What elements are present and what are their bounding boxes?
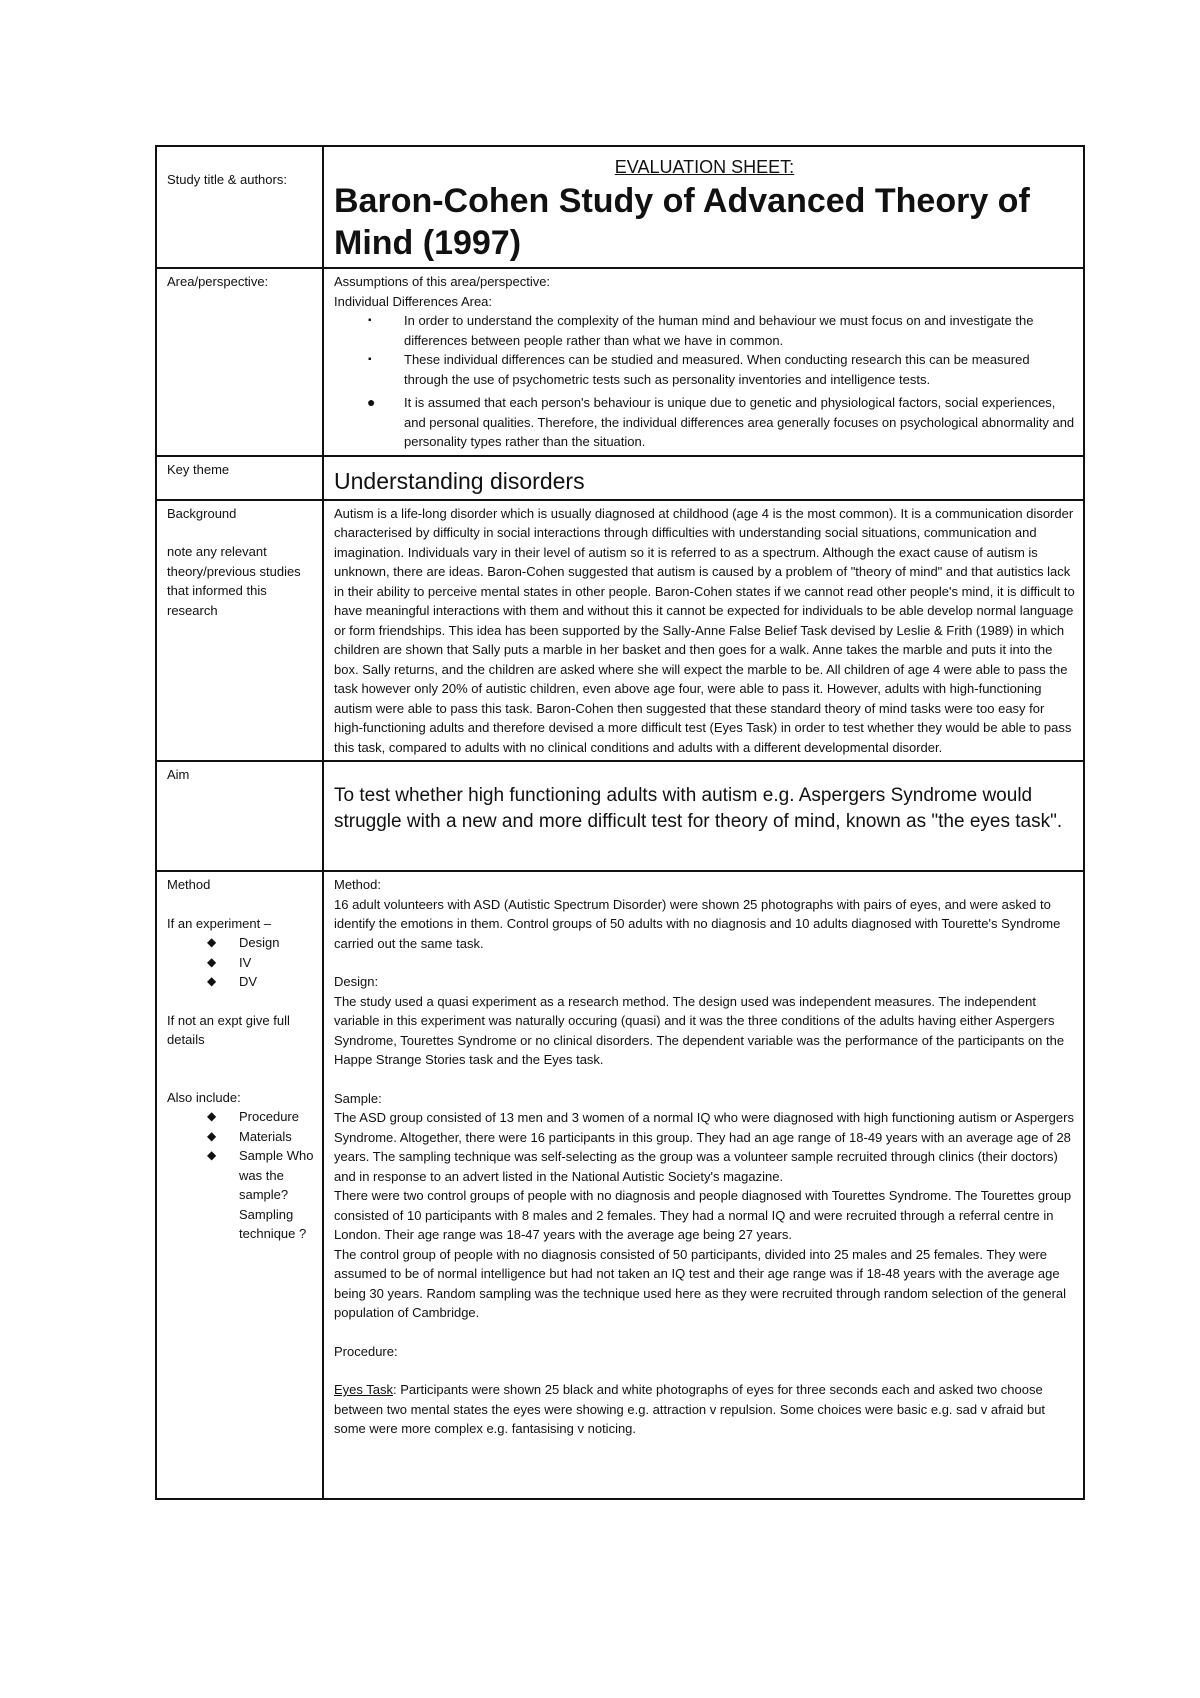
sample-heading: Sample:	[334, 1090, 382, 1106]
also-include-label: Also include:	[167, 1089, 241, 1105]
dot-bullet-icon: ●	[367, 394, 376, 410]
bullet-text: These individual differences can be studied and measured. When conducting research this can be measured through the use of psychometric tests such as personality inventories and intelligence tests.	[404, 352, 1030, 387]
item-text: Design	[239, 935, 280, 950]
key-theme-cell	[323, 456, 1084, 500]
label-background	[156, 500, 323, 762]
area-bullet-list	[334, 311, 1075, 389]
evaluation-sheet-heading: EVALUATION SHEET:	[614, 157, 795, 177]
row-background	[156, 500, 1084, 762]
list-item	[207, 1127, 314, 1147]
list-item	[207, 972, 314, 992]
title-cell	[323, 146, 1084, 268]
list-item	[207, 953, 314, 973]
key-theme-value: Understanding disorders	[334, 467, 585, 494]
method-text: 16 adult volunteers with ASD (Autistic Spectrum Disorder) were shown 25 photographs with pairs of eyes, and were asked to identify the emotions in them. Control groups of 50 adults with no diagnosis and 10 adults diagnosed with Tourette's Syndrome carried out the same task.	[334, 896, 1061, 951]
diamond-bullet-icon: ◆	[207, 954, 217, 969]
row-aim	[156, 761, 1084, 871]
label-method	[156, 871, 323, 1499]
item-text: Procedure	[239, 1109, 299, 1124]
row-study-title	[156, 146, 1084, 268]
background-label: Background	[167, 505, 237, 521]
experiment-items	[167, 933, 314, 992]
aim-text: To test whether high functioning adults with autism e.g. Aspergers Syndrome would struggle with a new and more difficult test for theory of mind, known as "the eyes task".	[334, 785, 1063, 832]
if-not-label: If not an expt give full details	[167, 1012, 290, 1047]
square-bullet-icon: ▪	[368, 354, 372, 365]
eyes-task-label: Eyes Task	[334, 1382, 394, 1397]
also-include-items	[167, 1107, 314, 1244]
assumptions-line: Assumptions of this area/perspective:	[334, 274, 551, 289]
sample-text-3: The control group of people with no diagnosis consisted of 50 participants, divided into 25 males and 25 females. They were assumed to be of normal intelligence but had not taken an IQ test and their age range was if 18-48 years with the average age being 30 years. Random sampling was the technique used here as they were recruited through random selection of the general population of Cambridge.	[334, 1246, 1067, 1320]
diamond-bullet-icon: ◆	[207, 935, 217, 949]
area-cell	[323, 268, 1084, 456]
list-item	[207, 1146, 314, 1244]
procedure-heading: Procedure:	[334, 1343, 398, 1359]
evaluation-sheet-table	[155, 145, 1085, 1500]
method-label: Method	[167, 877, 211, 892]
method-cell	[323, 871, 1084, 1499]
sample-text-2: There were two control groups of people with no diagnosis and people diagnosed with Tourettes Syndrome. The Tourettes group consisted of 10 participants with 8 males and 2 females. They had a normal IQ and were recruited through a referral centre in London. Their age range was 18-47 years with the average age being 27 years.	[334, 1188, 1072, 1242]
item-text: Sample Who was the sample? Sampling technique ?	[239, 1148, 314, 1241]
design-heading: Design:	[334, 974, 379, 989]
design-text: The study used a quasi experiment as a research method. The design used was independent measures. The independent variable in this experiment was naturally occuring (quasi) and it was the three conditions of the adults having either Aspergers Syndrome, Tourettes Syndrome or no clinical disorders. The dependent variable was the performance of the participants on the Happe Strange Stories task and the Eyes task.	[334, 993, 1065, 1067]
bullet-text: In order to understand the complexity of the human mind and behaviour we must focus on and investigate the differences between people rather than what we have in common.	[404, 313, 1034, 348]
diamond-bullet-icon: ◆	[207, 974, 217, 988]
area-bullet-list-2	[334, 393, 1075, 452]
study-title: Baron-Cohen Study of Advanced Theory of Mind (1997)	[334, 182, 1030, 262]
procedure-text: : Participants were shown 25 black and white photographs of eyes for three seconds each and asked two choose between two mental states the eyes were showing e.g. attraction v repulsion. Some choices were basic e.g. sad v afraid but some were more complex e.g. fantasising v noticing.	[334, 1382, 1046, 1436]
procedure-paragraph	[334, 1380, 1075, 1439]
study-title-label: Study title & authors:	[167, 172, 287, 187]
key-theme-label: Key theme	[167, 461, 230, 477]
if-experiment-label: If an experiment –	[167, 915, 272, 931]
aim-label: Aim	[167, 767, 190, 782]
area-subheading: Individual Differences Area:	[334, 293, 493, 309]
area-label: Area/perspective:	[167, 274, 269, 289]
aim-cell	[323, 761, 1084, 871]
square-bullet-icon: ▪	[368, 315, 372, 326]
background-text: Autism is a life-long disorder which is usually diagnosed at childhood (age 4 is the most common). It is a communication disorder characterised by difficulty in social interactions through difficulties with understanding social situations, communication and imagination. Individuals vary in their level of autism so it is referred to as a spectrum. Although the exact cause of autism is unknown, there are ideas. Baron-Cohen suggested that autism is caused by a problem of "theory of mind" and that autistics lack in their ability to perceive mental states in other people. Baron-Cohen states if we cannot read other people's mind, it is difficult to have meaningful interactions with them and without this it cannot be expected for individuals to be able develop normal language or form friendships. This idea has been supported by the Sally-Anne False Belief Task devised by Leslie & Frith (1989) in which children are shown that Sally puts a marble in her basket and then goes for a walk. Anne takes the marble and puts it into the box. Sally returns, and the children are asked where she will expect the marble to be. All children of age 4 were able to pass the task however only 20% of autistic children, even above age four, were able to pass it. However, adults with high-functioning autism were able to pass this task. Baron-Cohen then suggested that these standard theory of mind tasks were too easy for high-functioning adults and therefore devised a more difficult test (Eyes Task) in order to test whether they would be able to pass this task, compared to adults with no clinical conditions and adults with a different developmental disorder.	[334, 505, 1075, 755]
diamond-bullet-icon: ◆	[207, 1148, 217, 1162]
label-key-theme	[156, 456, 323, 500]
sample-text-1: The ASD group consisted of 13 men and 3 women of a normal IQ who were diagnosed with high functioning autism or Aspergers Syndrome. Altogether, there were 16 participants in this group. They had an age range of 18-49 years with an average age of 28 years. The sampling technique was self-selecting as the group was a volunteer sample recruited through clinics (their doctors) and in response to an advert listed in the National Autistic Society's magazine.	[334, 1110, 1074, 1184]
method-heading: Method:	[334, 877, 381, 892]
bullet-text: It is assumed that each person's behaviour is unique due to genetic and physiological factors, social experiences, and personal qualities. Therefore, the individual differences area generally focuses on psychological abnormality and personality types rather than the situation.	[404, 395, 1075, 449]
list-item	[368, 311, 1075, 350]
list-item	[367, 393, 1075, 452]
background-note: note any relevant theory/previous studies that informed this research	[167, 544, 301, 618]
item-text: DV	[239, 974, 258, 989]
row-method	[156, 871, 1084, 1499]
list-item	[368, 350, 1075, 389]
row-key-theme	[156, 456, 1084, 500]
label-study-title	[156, 146, 323, 268]
row-area	[156, 268, 1084, 456]
label-area	[156, 268, 323, 456]
background-cell	[323, 500, 1084, 762]
list-item	[207, 933, 314, 953]
diamond-bullet-icon: ◆	[207, 1128, 217, 1143]
list-item	[207, 1107, 314, 1127]
label-aim	[156, 761, 323, 871]
item-text: Materials	[239, 1128, 292, 1144]
diamond-bullet-icon: ◆	[207, 1109, 217, 1123]
item-text: IV	[239, 954, 252, 970]
